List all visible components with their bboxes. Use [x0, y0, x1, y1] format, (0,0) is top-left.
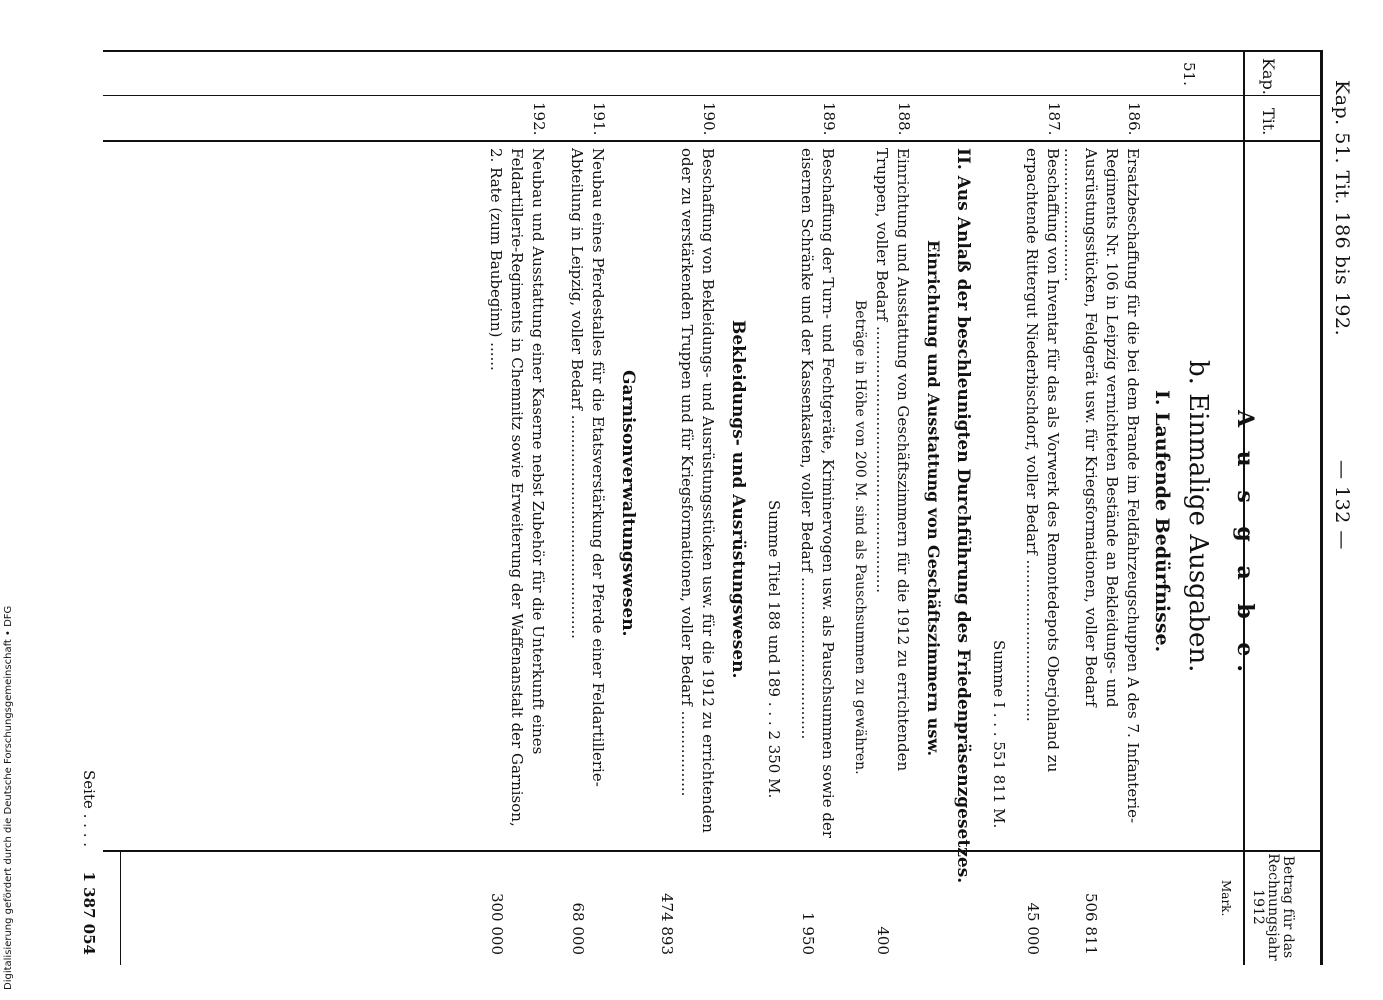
left-rule	[103, 50, 1323, 52]
sum-rule	[120, 850, 121, 965]
entry-text-190: Beschaffung von Bekleidungs- und Ausrüstungsstücken usw. für die 1912 zu errichtenden oder zu verstärkenden Truppen und für Kriegsformationen, voller Bedarf ..................	[678, 148, 717, 833]
amount-187: 45 000	[1024, 902, 1042, 955]
kap-rule	[103, 95, 1323, 96]
entry-num-191: 191.	[590, 102, 608, 136]
seite-label: Seite . . . .	[80, 770, 98, 847]
entry-num-189: 189.	[820, 102, 838, 136]
amount-191: 68 000	[569, 902, 587, 955]
dfg-credit: Digitalisierung gefördert durch die Deutsche Forschungsgemeinschaft • DFG	[3, 605, 14, 990]
header-mark: Mark.	[1219, 880, 1233, 917]
laufende-title: I. Laufende Bedürfnisse.	[1151, 390, 1173, 653]
amount-189: 1 950	[799, 912, 817, 955]
header-betrag: Betrag für das Rechnungsjahr 1912	[1250, 853, 1296, 961]
sidenote-strip	[0, 0, 20, 1000]
entry-text-191: Neubau eines Pferdestalles für die Etatsverstärkung der Pferde einer Feldartillerie-Abteilung in Leipzig, voller Bedarf ...............................................	[568, 148, 607, 787]
entry-num-187: 187.	[1045, 102, 1063, 136]
running-head-left: Kap. 51. Tit. 186 bis 192.	[1331, 80, 1353, 337]
amount-186: 506 811	[1082, 892, 1100, 955]
amount-192: 300 000	[488, 892, 506, 955]
amount-188: 400	[874, 926, 892, 955]
page-number: — 132 —	[1331, 460, 1353, 550]
header-tit: Tit.	[1259, 108, 1278, 136]
betrag-rule	[103, 850, 1323, 852]
tit-rule	[103, 140, 1323, 142]
entry-num-188: 188.	[895, 102, 913, 136]
garnison-title: Garnisonverwaltungswesen.	[618, 370, 638, 637]
seite-total: 1 387 054	[80, 871, 98, 955]
einmalige-title: b. Einmalige Ausgaben.	[1183, 360, 1213, 673]
bekleidung-title: Bekleidungs- und Ausrüstungswesen.	[728, 320, 748, 679]
top-rule	[1320, 50, 1323, 965]
einrichtung-title: Einrichtung und Ausstattung von Geschäftszimmern usw.	[924, 240, 943, 757]
entry-text-189: Beschaffung der Turn- und Fechtgeräte, Kriminervogen usw. als Pauschsummen sowie der eisernen Schränke und der Kassenkasten, voller Bedarf ..................................	[798, 148, 837, 839]
entry-text-192: Neubau und Ausstattung einer Kaserne nebst Zubehör für die Unterkunft eines Feldartillerie-Regiments in Chemnitz sowie Erweiterung der Waffenanstalt der Garnison, 2. Rate (zum Baubeginn) ......	[487, 148, 547, 827]
entry-text-188: Einrichtung und Ausstattung von Geschäftszimmern für die 1912 zu errichtenden Truppen, voller Bedarf ........................................................	[873, 148, 912, 772]
entry-text-186: Ersatzbeschaffung für die bei dem Brande im Feldfahrzeugschuppen A des 7. Infanterie-Regiments Nr. 106 in Leipzig vernichteten Bestände an Bekleidungs- und Ausrüstungsstücken, Feldgerät usw. für Kriegsformationen, voller Bedarf ............................	[1061, 148, 1142, 824]
header-kap: Kap.	[1259, 58, 1278, 95]
betraege-note: Beträge in Höhe von 200 M. sind als Pauschsummen zu gewähren.	[852, 300, 868, 775]
amount-190: 474 893	[658, 892, 676, 955]
kapitel-number: 51.	[1180, 62, 1198, 86]
entry-num-186: 186.	[1125, 102, 1143, 136]
entry-text-187: Beschaffung von Inventar für das als Vorwerk des Remontedepots Oberjohland zu erpachtende Rittergut Niederbischdorf, voller Bedarf ..................................	[1023, 148, 1062, 773]
summe-I: Summe I . . . 551 811 M.	[990, 640, 1008, 829]
anlass-title: II. Aus Anlaß der beschleunigten Durchführung des Friedenpräsenzgesetzes.	[953, 148, 973, 884]
entry-num-190: 190.	[700, 102, 718, 136]
entry-num-192: 192.	[530, 102, 548, 136]
summe-188-189: Summe Titel 188 und 189 . . . 2 350 M.	[765, 500, 783, 799]
ausgabe-title: A u s g a b e.	[1232, 410, 1258, 681]
